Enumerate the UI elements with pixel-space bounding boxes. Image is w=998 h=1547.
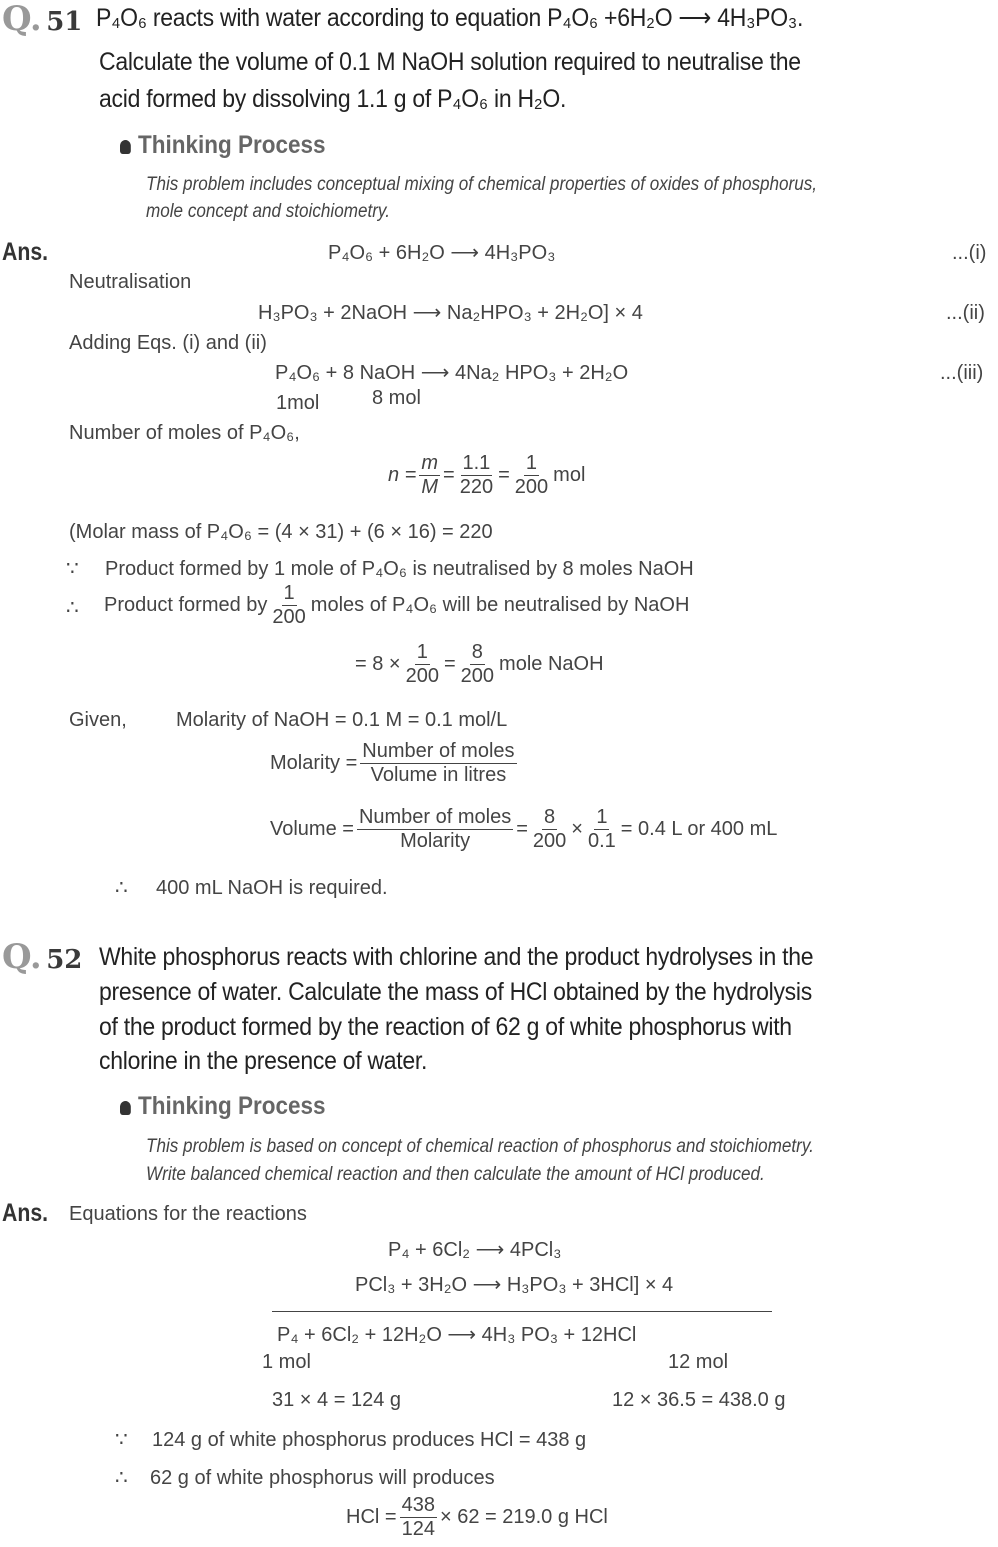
answer-label: Ans. (2, 1199, 49, 1227)
question-label: Q. (2, 0, 42, 39)
eq-part: = (443, 463, 455, 486)
text-line: Molarity of NaOH = 0.1 M = 0.1 mol/L (176, 709, 508, 731)
eq-part: = 0.4 L or 400 mL (620, 817, 778, 840)
eq-part: mole NaOH (499, 652, 604, 675)
question-number: 51 (46, 7, 83, 37)
numerator: m (421, 452, 439, 474)
question-text-line: P₄O₆ reacts with water according to equation P₄O₆ +6H₂O ⟶ 4H₃PO₃. (96, 4, 804, 32)
therefore-symbol: ∴ (115, 1467, 128, 1489)
mole-label: 8 mol (372, 387, 421, 409)
question-text-line: Calculate the volume of 0.1 M NaOH solution required to neutralise the (99, 48, 801, 76)
denominator: Molarity (400, 830, 471, 852)
denominator: Volume in litres (370, 764, 507, 786)
eq-part: = (516, 817, 528, 840)
denominator: 124 (401, 1518, 435, 1540)
numerator: 1.1 (462, 452, 491, 474)
fraction (419, 452, 440, 499)
equation-tag: ...(i) (952, 242, 987, 264)
molarity-formula (270, 740, 520, 787)
equation-2: H₃PO₃ + 2NaOH ⟶ Na₂HPO₃ + 2H₂O] × 4 (258, 302, 643, 324)
thinking-text: Write balanced chemical reaction and then calculate the amount of HCl produced. (146, 1164, 765, 1185)
equation-tag: ...(ii) (946, 302, 985, 324)
mass-calc: 31 × 4 = 124 g (272, 1389, 402, 1411)
fraction (586, 806, 618, 853)
denominator: 200 (272, 606, 306, 628)
text-part: Product formed by (104, 593, 268, 616)
answer-label: Ans. (2, 238, 49, 266)
lightbulb-icon (120, 140, 131, 154)
conclusion: 400 mL NaOH is required. (156, 877, 388, 899)
eq-part: × 62 = 219.0 g HCl (439, 1505, 608, 1528)
because-symbol: ∵ (66, 558, 79, 580)
thinking-title: Thinking Process (138, 131, 326, 159)
question-51-header (2, 0, 83, 39)
eq-part: n = (388, 463, 417, 486)
volume-formula (270, 806, 777, 853)
equation-1: P₄O₆ + 6H₂O ⟶ 4H₃PO₃ (328, 242, 556, 264)
eq-part: Volume = (270, 817, 354, 840)
thinking-text: This problem includes conceptual mixing of chemical properties of oxides of phosphorus, (146, 174, 818, 195)
thinking-text: This problem is based on concept of chemical reaction of phosphorus and stoichiometry. (146, 1136, 814, 1157)
mole-label: 1 mol (262, 1351, 311, 1373)
fraction (270, 582, 307, 629)
therefore-symbol: ∴ (115, 877, 128, 899)
final-equation (346, 1494, 608, 1541)
equation-c: P₄ + 6Cl₂ + 12H₂O ⟶ 4H₃ PO₃ + 12HCl (277, 1324, 637, 1346)
text-line: Number of moles of P₄O₆, (69, 422, 300, 444)
text-line: 124 g of white phosphorus produces HCl = 438 g (152, 1429, 587, 1451)
equation-b: PCl₃ + 3H₂O ⟶ H₃PO₃ + 3HCl] × 4 (355, 1274, 674, 1296)
mole-label: 1mol (276, 392, 320, 414)
denominator: 200 (514, 476, 549, 498)
lightbulb-icon (120, 1101, 131, 1115)
numerator: 8 (471, 641, 483, 663)
fraction (513, 452, 550, 499)
eq-part: × (571, 817, 583, 840)
eq-part: mol (553, 463, 586, 486)
denominator: 200 (460, 665, 495, 687)
question-text-line: acid formed by dissolving 1.1 g of P₄O₆ in H₂O. (99, 85, 567, 113)
text-line: Adding Eqs. (i) and (ii) (69, 332, 267, 354)
text-line: 62 g of white phosphorus will produces (150, 1467, 495, 1489)
question-text-line: White phosphorus reacts with chlorine and the product hydrolyses in the (99, 943, 814, 971)
numerator: Number of moles (358, 806, 512, 828)
mole-label: 12 mol (668, 1351, 729, 1373)
denominator: 220 (459, 476, 494, 498)
text-line: Product formed by 1 mole of P₄O₆ is neutralised by 8 moles NaOH (105, 558, 694, 580)
fraction (458, 452, 495, 499)
denominator: 200 (405, 665, 439, 687)
denominator: M (421, 476, 439, 498)
calc-line (355, 641, 604, 688)
moles-equation (388, 452, 585, 499)
numerator: 438 (401, 1494, 435, 1516)
eq-part: = (498, 463, 510, 486)
fraction (459, 641, 496, 688)
text-line: (Molar mass of P₄O₆ = (4 × 31) + (6 × 16) = 220 (69, 521, 493, 543)
thinking-process-heading (120, 133, 326, 158)
text-line: Equations for the reactions (69, 1203, 307, 1225)
sum-line (272, 1311, 772, 1312)
fraction (531, 806, 568, 853)
text-part: moles of P₄O₆ will be neutralised by NaOH (310, 593, 690, 616)
text-line: Neutralisation (69, 271, 192, 293)
fraction (360, 740, 516, 787)
denominator: 200 (532, 830, 567, 852)
numerator: 1 (596, 806, 608, 828)
question-text-line: chlorine in the presence of water. (99, 1047, 428, 1075)
text-line (104, 582, 689, 629)
question-52-header (2, 937, 83, 977)
numerator: Number of moles (362, 740, 515, 762)
numerator: 8 (544, 806, 556, 828)
thinking-title: Thinking Process (138, 1092, 326, 1120)
eq-part: Molarity = (270, 751, 358, 774)
question-text-line: presence of water. Calculate the mass of HCl obtained by the hydrolysis (99, 978, 812, 1006)
given-label: Given, (69, 709, 127, 731)
numerator: 1 (283, 582, 295, 604)
mass-calc: 12 × 36.5 = 438.0 g (612, 1389, 786, 1411)
eq-part: = 8 × (355, 652, 401, 675)
thinking-text: mole concept and stoichiometry. (146, 201, 390, 222)
because-symbol: ∵ (115, 1429, 128, 1451)
equation-3: P₄O₆ + 8 NaOH ⟶ 4Na₂ HPO₃ + 2H₂O (275, 362, 629, 384)
denominator: 0.1 (587, 830, 616, 852)
numerator: 1 (525, 452, 538, 474)
fraction (357, 806, 513, 853)
fraction (400, 1494, 437, 1541)
numerator: 1 (416, 641, 428, 663)
thinking-process-heading (120, 1094, 326, 1119)
equation-tag: ...(iii) (940, 362, 984, 384)
eq-part: = (443, 652, 456, 675)
question-text-line: of the product formed by the reaction of 62 g of white phosphorus with (99, 1013, 792, 1041)
fraction (404, 641, 441, 688)
therefore-symbol: ∴ (66, 597, 79, 619)
eq-part: HCl = (346, 1505, 397, 1528)
question-label: Q. (2, 937, 42, 977)
question-number: 52 (46, 945, 83, 975)
equation-a: P₄ + 6Cl₂ ⟶ 4PCl₃ (388, 1239, 562, 1261)
